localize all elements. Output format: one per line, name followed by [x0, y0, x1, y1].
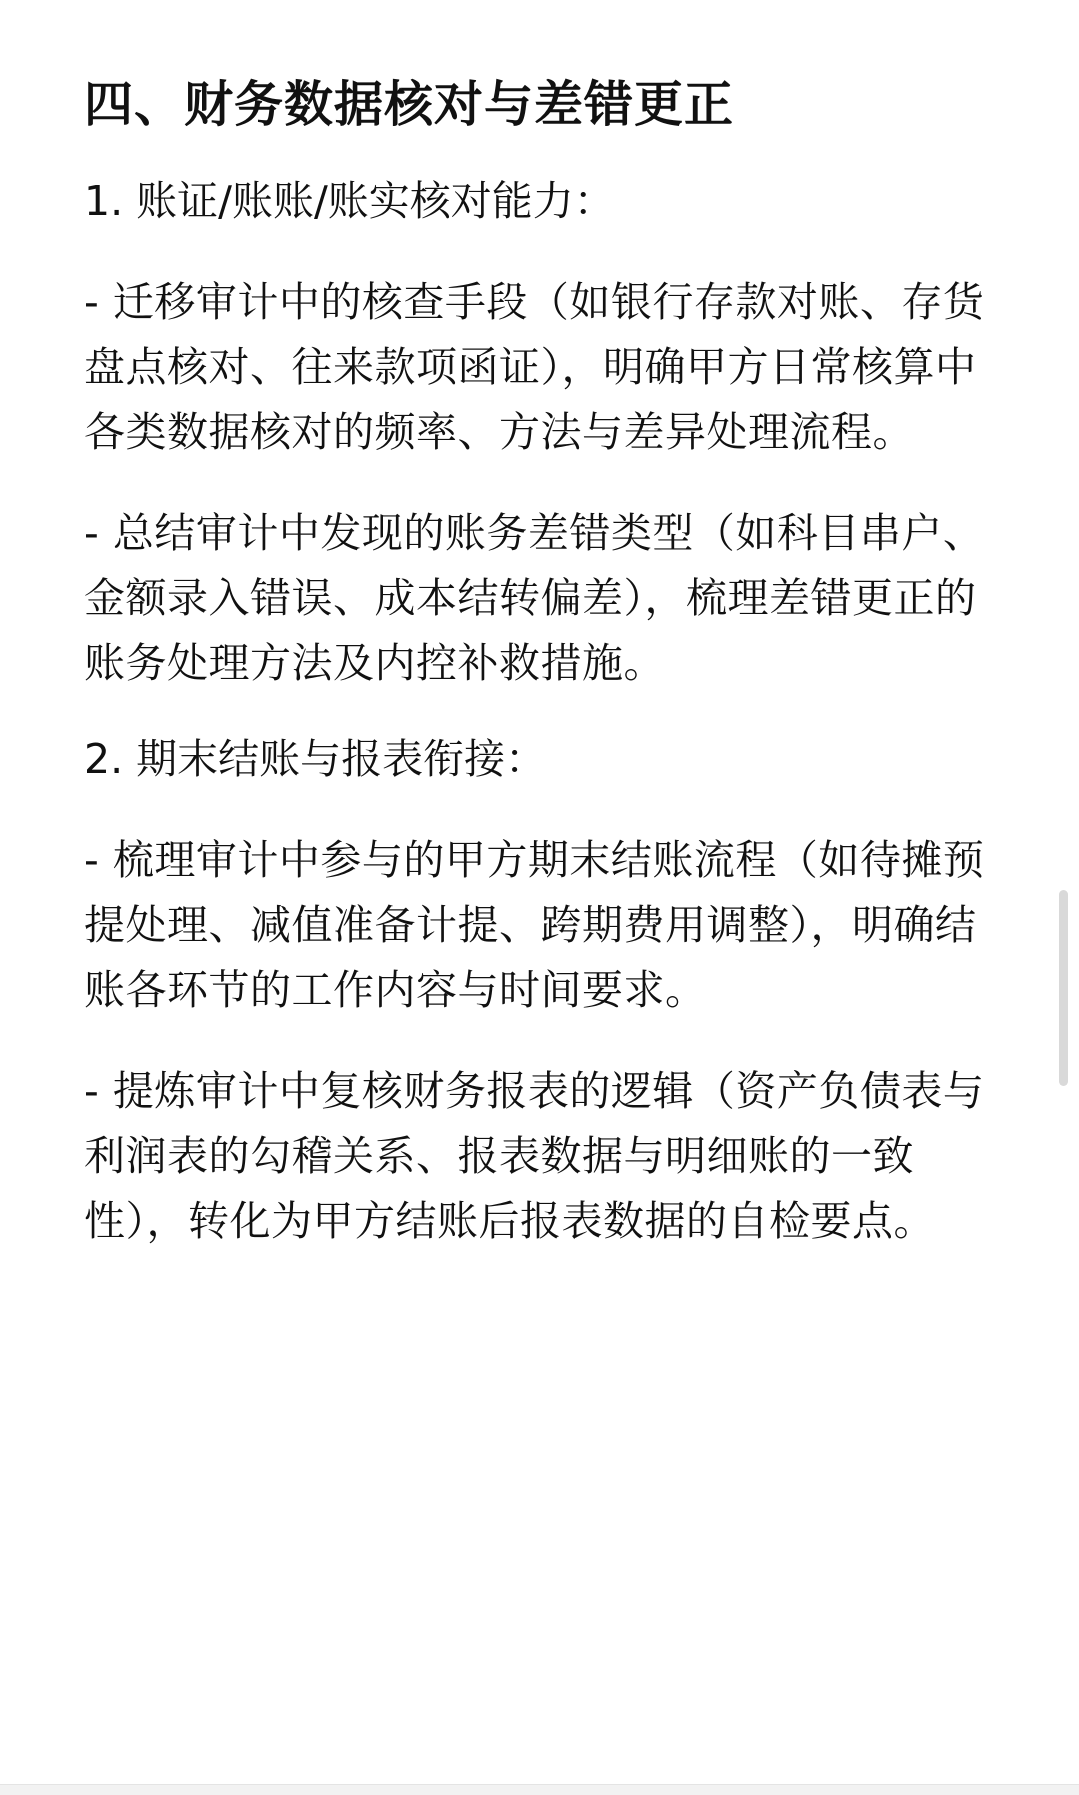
paragraph: - 梳理审计中参与的甲方期末结账流程（如待摊预提处理、减值准备计提、跨期费用调整），明确结账各环节的工作内容与时间要求。 — [84, 836, 985, 1014]
vertical-scrollbar[interactable] — [1059, 890, 1068, 1086]
item-title: 1. 账证/账账/账实核对能力： — [84, 177, 615, 225]
paragraph: - 提炼审计中复核财务报表的逻辑（资产负债表与利润表的勾稽关系、报表数据与明细账的一致性），转化为甲方结账后报表数据的自检要点。 — [84, 1067, 985, 1245]
list-item-period-end-closing — [84, 732, 1009, 1254]
bottom-divider — [0, 1784, 1079, 1795]
list-item-account-reconciliation — [84, 174, 1009, 696]
item-title: 2. 期末结账与报表衔接： — [84, 735, 547, 783]
paragraph: - 迁移审计中的核查手段（如银行存款对账、存货盘点核对、往来款项函证），明确甲方日常核算中各类数据核对的频率、方法与差异处理流程。 — [84, 278, 985, 456]
section-heading: 四、财务数据核对与差错更正 — [84, 76, 735, 133]
paragraph: - 总结审计中发现的账务差错类型（如科目串户、金额录入错误、成本结转偏差），梳理差错更正的账务处理方法及内控补救措施。 — [84, 509, 985, 687]
